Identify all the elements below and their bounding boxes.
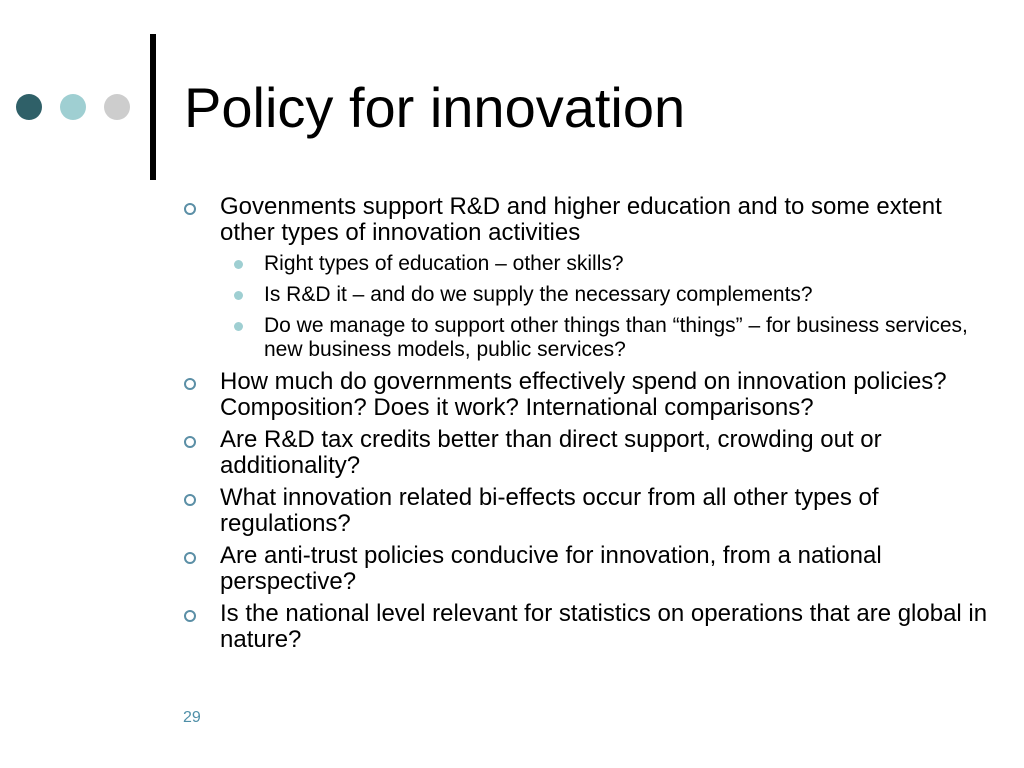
bullet-text: How much do governments effectively spend on innovation policies? Composition? Does it work? International comparisons? xyxy=(220,368,947,421)
sub-bullet-item xyxy=(184,314,994,362)
sub-bullet-dot-icon xyxy=(234,291,243,300)
bullet-item xyxy=(184,194,994,246)
sub-bullet-text: Do we manage to support other things than “things” – for business services, new business models, public services? xyxy=(264,314,968,361)
dot-dark xyxy=(16,94,42,120)
bullet-ring-icon xyxy=(184,552,196,564)
bullet-item xyxy=(184,485,994,537)
bullet-item xyxy=(184,427,994,479)
sub-bullet-text: Is R&D it – and do we supply the necessary complements? xyxy=(264,283,813,306)
bullet-item xyxy=(184,543,994,595)
bullet-text: What innovation related bi-effects occur from all other types of regulations? xyxy=(220,484,879,537)
bullet-text: Are R&D tax credits better than direct support, crowding out or additionality? xyxy=(220,426,882,479)
decorative-dots xyxy=(16,94,134,122)
bullet-item xyxy=(184,601,994,653)
sub-bullet-item xyxy=(184,283,994,307)
bullet-ring-icon xyxy=(184,378,196,390)
slide-body xyxy=(184,194,994,659)
sub-bullet-text: Right types of education – other skills? xyxy=(264,252,624,275)
title-divider xyxy=(150,34,156,180)
bullet-text: Are anti-trust policies conducive for innovation, from a national perspective? xyxy=(220,542,882,595)
bullet-ring-icon xyxy=(184,494,196,506)
bullet-text: Is the national level relevant for statistics on operations that are global in nature? xyxy=(220,600,988,653)
bullet-ring-icon xyxy=(184,203,196,215)
bullet-ring-icon xyxy=(184,610,196,622)
bullet-ring-icon xyxy=(184,436,196,448)
bullet-item xyxy=(184,369,994,421)
slide-number: 29 xyxy=(183,709,201,726)
dot-grey xyxy=(104,94,130,120)
sub-bullet-item xyxy=(184,252,994,276)
sub-bullet-dot-icon xyxy=(234,260,243,269)
dot-teal xyxy=(60,94,86,120)
slide-title: Policy for innovation xyxy=(184,76,686,139)
sub-bullet-dot-icon xyxy=(234,322,243,331)
bullet-text: Govenments support R&D and higher education and to some extent other types of innovation activities xyxy=(220,193,942,246)
